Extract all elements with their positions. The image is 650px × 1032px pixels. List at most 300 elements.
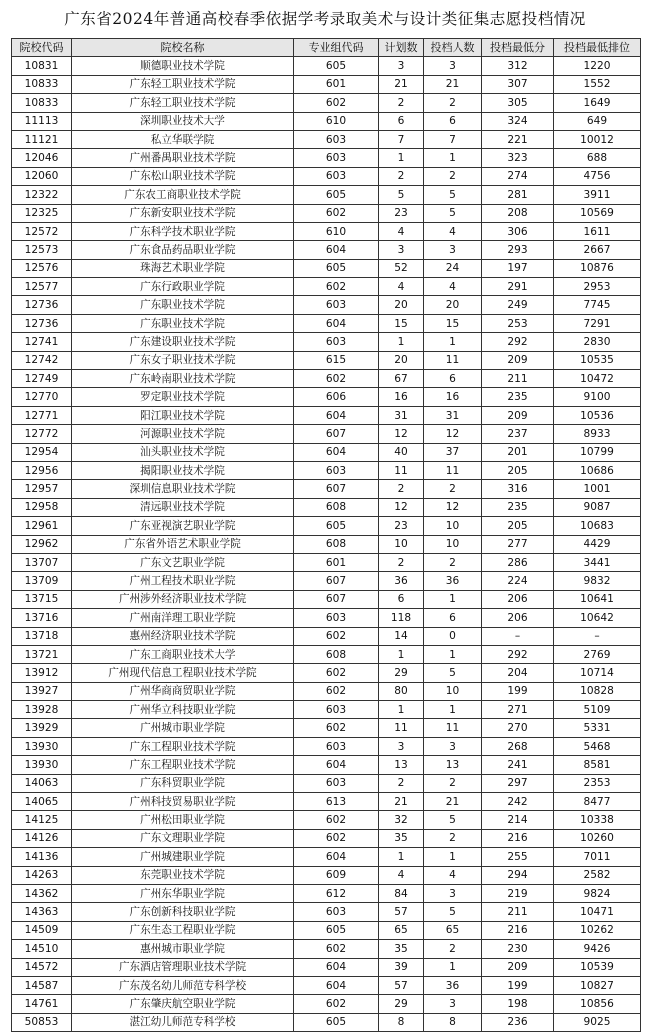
table-row [12,130,641,148]
school-code-cell: 13716 [12,609,72,627]
admitted-count-cell: 7 [424,130,482,148]
school-name-cell: 汕头职业技术学院 [72,443,294,461]
table-row [12,443,641,461]
school-code-cell: 12322 [12,186,72,204]
school-code-cell: 14761 [12,995,72,1013]
admitted-count-cell: 31 [424,406,482,424]
plan-count-cell: 35 [379,940,424,958]
min-rank-cell: 10683 [554,517,641,535]
table-row [12,976,641,994]
min-rank-cell: 7745 [554,296,641,314]
group-code-cell: 604 [294,756,379,774]
min-rank-cell: 3911 [554,186,641,204]
group-code-cell: 602 [294,664,379,682]
admission-table [11,38,641,1032]
min-rank-cell: 1552 [554,75,641,93]
min-score-cell: 277 [482,535,554,553]
admitted-count-cell: 5 [424,186,482,204]
group-code-cell: 601 [294,75,379,93]
school-name-cell: 深圳信息职业技术学院 [72,480,294,498]
school-code-cell: 12961 [12,517,72,535]
admitted-count-cell: 10 [424,682,482,700]
admitted-count-cell: 21 [424,793,482,811]
school-code-cell: 11121 [12,130,72,148]
group-code-cell: 602 [294,627,379,645]
admitted-count-cell: 12 [424,498,482,516]
table-row [12,94,641,112]
min-rank-cell: 10799 [554,443,641,461]
table-row [12,553,641,571]
min-score-cell: 199 [482,682,554,700]
min-rank-cell: 10536 [554,406,641,424]
group-code-cell: 602 [294,682,379,700]
table-row [12,259,641,277]
min-score-cell: 286 [482,553,554,571]
admitted-count-cell: 2 [424,94,482,112]
admitted-count-cell: 2 [424,553,482,571]
min-score-cell: 306 [482,222,554,240]
min-score-cell: 291 [482,278,554,296]
school-code-cell: 10833 [12,75,72,93]
school-code-cell: 14509 [12,921,72,939]
min-score-cell: 197 [482,259,554,277]
school-name-cell: 广东松山职业技术学院 [72,167,294,185]
school-code-cell: 14363 [12,903,72,921]
min-score-cell: 198 [482,995,554,1013]
school-name-cell: 广州松田职业学院 [72,811,294,829]
min-score-cell: 224 [482,572,554,590]
min-score-cell: 274 [482,167,554,185]
school-name-cell: 广州涉外经济职业技术学院 [72,590,294,608]
min-score-cell: 205 [482,461,554,479]
group-code-cell: 603 [294,903,379,921]
table-row [12,774,641,792]
min-score-cell: 199 [482,976,554,994]
min-score-cell: 316 [482,480,554,498]
table-row [12,535,641,553]
school-code-cell: 12576 [12,259,72,277]
school-code-cell: 10833 [12,94,72,112]
admitted-count-cell: 2 [424,167,482,185]
min-score-cell: 294 [482,866,554,884]
plan-count-cell: 3 [379,57,424,75]
plan-count-cell: 4 [379,866,424,884]
min-rank-cell: 10338 [554,811,641,829]
min-rank-cell: 1220 [554,57,641,75]
school-code-cell: 13927 [12,682,72,700]
min-rank-cell: 10262 [554,921,641,939]
min-rank-cell: 2667 [554,241,641,259]
plan-count-cell: 1 [379,701,424,719]
table-row [12,296,641,314]
plan-count-cell: 2 [379,167,424,185]
school-code-cell: 13707 [12,553,72,571]
school-code-cell: 14510 [12,940,72,958]
table-row [12,756,641,774]
table-row [12,848,641,866]
group-code-cell: 605 [294,186,379,204]
school-name-cell: 深圳职业技术大学 [72,112,294,130]
plan-count-cell: 3 [379,241,424,259]
admitted-count-cell: 21 [424,75,482,93]
min-score-cell: 208 [482,204,554,222]
plan-count-cell: 14 [379,627,424,645]
table-row [12,75,641,93]
table-row [12,461,641,479]
admitted-count-cell: 2 [424,829,482,847]
group-code-cell: 602 [294,829,379,847]
group-code-cell: 603 [294,167,379,185]
plan-count-cell: 1 [379,645,424,663]
plan-count-cell: 5 [379,186,424,204]
group-code-cell: 602 [294,940,379,958]
table-row [12,627,641,645]
school-code-cell: 12736 [12,314,72,332]
group-code-cell: 602 [294,719,379,737]
school-name-cell: 广州城建职业学院 [72,848,294,866]
school-code-cell: 11113 [12,112,72,130]
school-name-cell: 东莞职业技术学院 [72,866,294,884]
school-code-cell: 13929 [12,719,72,737]
group-code-cell: 602 [294,204,379,222]
min-score-cell: 249 [482,296,554,314]
group-code-cell: 604 [294,406,379,424]
table-row [12,204,641,222]
plan-count-cell: 57 [379,976,424,994]
min-rank-cell: 10012 [554,130,641,148]
group-code-cell: 603 [294,609,379,627]
school-name-cell: 广东建设职业技术学院 [72,333,294,351]
school-code-cell: 13928 [12,701,72,719]
admitted-count-cell: 36 [424,976,482,994]
group-code-cell: 602 [294,278,379,296]
min-rank-cell: 2953 [554,278,641,296]
school-name-cell: 广东工程职业技术学院 [72,756,294,774]
school-code-cell: 14587 [12,976,72,994]
min-rank-cell: 2582 [554,866,641,884]
table-row [12,186,641,204]
min-rank-cell: 10714 [554,664,641,682]
admitted-count-cell: 3 [424,995,482,1013]
admitted-count-cell: 8 [424,1013,482,1031]
min-score-cell: 292 [482,645,554,663]
min-rank-cell: 9426 [554,940,641,958]
admitted-count-cell: 11 [424,719,482,737]
min-score-cell: 237 [482,425,554,443]
group-code-cell: 604 [294,976,379,994]
admitted-count-cell: 5 [424,204,482,222]
table-row [12,995,641,1013]
school-code-cell: 13721 [12,645,72,663]
admitted-count-cell: 6 [424,112,482,130]
school-code-cell: 12958 [12,498,72,516]
admitted-count-cell: 1 [424,333,482,351]
min-rank-cell: 10641 [554,590,641,608]
min-rank-cell: 10472 [554,370,641,388]
plan-count-cell: 8 [379,1013,424,1031]
min-rank-cell: 10260 [554,829,641,847]
admitted-count-cell: 1 [424,958,482,976]
plan-count-cell: 23 [379,517,424,535]
school-code-cell: 12956 [12,461,72,479]
school-name-cell: 广东工商职业技术大学 [72,645,294,663]
min-score-cell: 235 [482,498,554,516]
table-row [12,958,641,976]
plan-count-cell: 7 [379,130,424,148]
admitted-count-cell: 36 [424,572,482,590]
school-name-cell: 广东职业技术学院 [72,296,294,314]
group-code-cell: 613 [294,793,379,811]
admitted-count-cell: 20 [424,296,482,314]
school-name-cell: 广东科贸职业学院 [72,774,294,792]
school-name-cell: 广州南洋理工职业学院 [72,609,294,627]
group-code-cell: 602 [294,94,379,112]
admitted-count-cell: 10 [424,535,482,553]
min-score-cell: 242 [482,793,554,811]
school-name-cell: 广东肇庆航空职业学院 [72,995,294,1013]
group-code-cell: 601 [294,553,379,571]
table-header-row [12,39,641,57]
admitted-count-cell: 24 [424,259,482,277]
plan-count-cell: 15 [379,314,424,332]
min-rank-cell: 10856 [554,995,641,1013]
min-score-cell: 236 [482,1013,554,1031]
min-rank-cell: 10827 [554,976,641,994]
school-code-cell: 12736 [12,296,72,314]
min-rank-cell: 3441 [554,553,641,571]
school-name-cell: 广东职业技术学院 [72,314,294,332]
min-score-cell: 293 [482,241,554,259]
school-code-cell: 14125 [12,811,72,829]
plan-count-cell: 118 [379,609,424,627]
admitted-count-cell: 3 [424,737,482,755]
plan-count-cell: 35 [379,829,424,847]
table-row [12,609,641,627]
school-code-cell: 13709 [12,572,72,590]
plan-count-cell: 12 [379,425,424,443]
min-score-cell: 297 [482,774,554,792]
school-code-cell: 10831 [12,57,72,75]
plan-count-cell: 29 [379,995,424,1013]
min-score-cell: 241 [482,756,554,774]
group-code-cell: 607 [294,425,379,443]
min-rank-cell: 1611 [554,222,641,240]
admitted-count-cell: 0 [424,627,482,645]
school-name-cell: 广州番禺职业技术学院 [72,149,294,167]
group-code-cell: 604 [294,958,379,976]
min-score-cell: 216 [482,829,554,847]
plan-count-cell: 4 [379,278,424,296]
plan-count-cell: 16 [379,388,424,406]
min-score-cell: 204 [482,664,554,682]
school-name-cell: 广东文理职业学院 [72,829,294,847]
table-row [12,737,641,755]
plan-count-cell: 1 [379,333,424,351]
min-score-cell: 305 [482,94,554,112]
group-code-cell: 608 [294,645,379,663]
admitted-count-cell: 16 [424,388,482,406]
school-code-cell: 14065 [12,793,72,811]
school-name-cell: 河源职业技术学院 [72,425,294,443]
admitted-count-cell: 3 [424,884,482,902]
min-rank-cell: 1649 [554,94,641,112]
min-rank-cell: 1001 [554,480,641,498]
table-row [12,664,641,682]
school-code-cell: 12962 [12,535,72,553]
min-rank-cell: 8933 [554,425,641,443]
admitted-count-cell: 15 [424,314,482,332]
school-code-cell: 13930 [12,737,72,755]
plan-count-cell: 36 [379,572,424,590]
plan-count-cell: 67 [379,370,424,388]
min-score-cell: 206 [482,609,554,627]
school-name-cell: 广州东华职业学院 [72,884,294,902]
table-row [12,222,641,240]
school-name-cell: 罗定职业技术学院 [72,388,294,406]
plan-count-cell: 2 [379,480,424,498]
min-score-cell: 271 [482,701,554,719]
group-code-cell: 607 [294,480,379,498]
min-rank-cell: 10686 [554,461,641,479]
plan-count-cell: 23 [379,204,424,222]
group-code-cell: 609 [294,866,379,884]
school-code-cell: 12772 [12,425,72,443]
group-code-cell: 605 [294,517,379,535]
plan-count-cell: 3 [379,737,424,755]
school-name-cell: 广东女子职业技术学院 [72,351,294,369]
plan-count-cell: 40 [379,443,424,461]
min-score-cell: 235 [482,388,554,406]
admitted-count-cell: 3 [424,57,482,75]
plan-count-cell: 12 [379,498,424,516]
min-score-cell: 312 [482,57,554,75]
group-code-cell: 605 [294,57,379,75]
plan-count-cell: 52 [379,259,424,277]
school-code-cell: 12749 [12,370,72,388]
group-code-cell: 615 [294,351,379,369]
table-row [12,940,641,958]
table-row [12,903,641,921]
plan-count-cell: 2 [379,774,424,792]
group-code-cell: 607 [294,590,379,608]
min-rank-cell: 10569 [554,204,641,222]
plan-count-cell: 20 [379,351,424,369]
school-name-cell: 惠州城市职业学院 [72,940,294,958]
admitted-count-cell: 2 [424,480,482,498]
table-row [12,719,641,737]
table-row [12,57,641,75]
min-rank-cell: 10471 [554,903,641,921]
school-code-cell: 12957 [12,480,72,498]
group-code-cell: 602 [294,811,379,829]
plan-count-cell: 11 [379,461,424,479]
admitted-count-cell: 12 [424,425,482,443]
min-rank-cell: 2353 [554,774,641,792]
plan-count-cell: 6 [379,112,424,130]
table-row [12,149,641,167]
school-name-cell: 广东工程职业技术学院 [72,737,294,755]
school-code-cell: 50853 [12,1013,72,1031]
table-row [12,333,641,351]
table-row [12,921,641,939]
admitted-count-cell: 6 [424,370,482,388]
group-code-cell: 603 [294,461,379,479]
school-name-cell: 广东亚视演艺职业学院 [72,517,294,535]
min-rank-cell: 9087 [554,498,641,516]
min-rank-cell: 8581 [554,756,641,774]
min-score-cell: 255 [482,848,554,866]
school-name-cell: 珠海艺术职业学院 [72,259,294,277]
plan-count-cell: 10 [379,535,424,553]
table-row [12,829,641,847]
school-code-cell: 12046 [12,149,72,167]
plan-count-cell: 4 [379,222,424,240]
min-score-cell: 209 [482,406,554,424]
min-rank-cell: 5331 [554,719,641,737]
plan-count-cell: 2 [379,94,424,112]
school-name-cell: 广东农工商职业技术学院 [72,186,294,204]
school-name-cell: 广东酒店管理职业技术学院 [72,958,294,976]
admitted-count-cell: 1 [424,149,482,167]
admitted-count-cell: 5 [424,903,482,921]
school-name-cell: 广州工程技术职业学院 [72,572,294,590]
table-row [12,278,641,296]
min-score-cell: 221 [482,130,554,148]
school-name-cell: 广东轻工职业技术学院 [72,75,294,93]
admitted-count-cell: 2 [424,774,482,792]
plan-count-cell: 84 [379,884,424,902]
min-score-cell: 211 [482,370,554,388]
plan-count-cell: 6 [379,590,424,608]
group-code-cell: 602 [294,370,379,388]
table-row [12,884,641,902]
table-body [12,57,641,1032]
plan-count-cell: 21 [379,75,424,93]
min-rank-cell: 9025 [554,1013,641,1031]
min-rank-cell: 2769 [554,645,641,663]
header-admitted-count: 投档人数 [424,39,482,57]
group-code-cell: 606 [294,388,379,406]
group-code-cell: 608 [294,498,379,516]
min-rank-cell: 10535 [554,351,641,369]
admitted-count-cell: 10 [424,517,482,535]
group-code-cell: 607 [294,572,379,590]
table-row [12,682,641,700]
min-score-cell: 211 [482,903,554,921]
school-name-cell: 广东岭南职业技术学院 [72,370,294,388]
table-row [12,590,641,608]
school-name-cell: 阳江职业技术学院 [72,406,294,424]
school-name-cell: 广东科学技术职业学院 [72,222,294,240]
admitted-count-cell: 3 [424,241,482,259]
min-score-cell: 281 [482,186,554,204]
school-name-cell: 广东文艺职业学院 [72,553,294,571]
school-code-cell: 13718 [12,627,72,645]
header-min-rank: 投档最低排位 [554,39,641,57]
group-code-cell: 603 [294,737,379,755]
table-row [12,645,641,663]
min-score-cell: 268 [482,737,554,755]
school-code-cell: 14063 [12,774,72,792]
group-code-cell: 608 [294,535,379,553]
school-code-cell: 13715 [12,590,72,608]
school-name-cell: 清远职业技术学院 [72,498,294,516]
plan-count-cell: 57 [379,903,424,921]
school-code-cell: 12771 [12,406,72,424]
school-name-cell: 广东创新科技职业学院 [72,903,294,921]
min-score-cell: 230 [482,940,554,958]
admitted-count-cell: 11 [424,461,482,479]
